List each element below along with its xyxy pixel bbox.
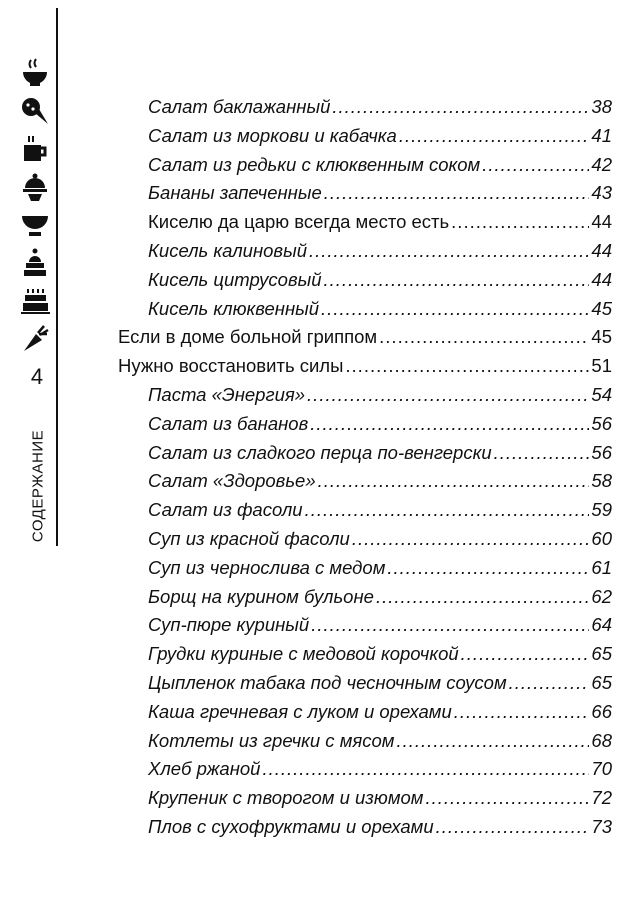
toc-entry-title: Борщ на курином бульоне xyxy=(148,585,374,607)
toc-entry-title: Салат «Здоровье» xyxy=(148,470,316,492)
toc-entry-page: 72 xyxy=(591,787,612,809)
toc-entry-page: 51 xyxy=(591,355,612,377)
toc-leader-dots xyxy=(387,554,589,583)
toc-entry-page: 65 xyxy=(591,643,612,665)
toc-entry xyxy=(118,208,612,237)
toc-entry-title: Бананы запеченные xyxy=(148,182,322,204)
toc-entry-title: Суп-пюре куриный xyxy=(148,614,310,636)
toc-entry xyxy=(118,640,612,669)
ice-cream-cone-icon xyxy=(20,96,50,126)
toc-entry-page: 68 xyxy=(591,729,612,751)
toc-leader-dots xyxy=(324,266,590,295)
toc-entry-title: Хлеб ржаной xyxy=(148,758,261,780)
toc-entry xyxy=(118,813,612,842)
toc-entry-title: Салат из моркови и кабачка xyxy=(148,124,397,146)
toc-entry-page: 65 xyxy=(591,671,612,693)
toc-leader-dots xyxy=(425,784,589,813)
toc-entry-page: 43 xyxy=(591,182,612,204)
toc-entry-title: Салат из сладкого перца по-венгерски xyxy=(148,441,492,463)
toc-entry-title: Салат из редьки с клюквенным соком xyxy=(148,153,481,175)
toc-entry xyxy=(118,467,612,496)
toc-leader-dots xyxy=(309,237,589,266)
toc-entry-page: 59 xyxy=(591,499,612,521)
toc-entry-title: Салат из фасоли xyxy=(148,499,303,521)
toc-entry-page: 44 xyxy=(591,239,612,261)
toc-entry xyxy=(118,669,612,698)
toc-entry-page: 64 xyxy=(591,614,612,636)
toc-entry xyxy=(118,381,612,410)
toc-entry xyxy=(118,784,612,813)
toc-leader-dots xyxy=(399,122,590,151)
toc-entry-page: 56 xyxy=(591,441,612,463)
toc-entry-title: Паста «Энергия» xyxy=(148,383,306,405)
toc-entry-title: Каша гречневая с луком и орехами xyxy=(148,700,452,722)
toc-leader-dots xyxy=(482,151,589,180)
toc-entry-title: Салат баклажанный xyxy=(148,96,331,117)
toc-leader-dots xyxy=(324,179,590,208)
toc-entry-page: 70 xyxy=(591,758,612,780)
toc-entry xyxy=(118,151,612,180)
birthday-cake-icon xyxy=(20,286,50,316)
toc-entry xyxy=(118,295,612,324)
toc-leader-dots xyxy=(311,611,589,640)
toc-entry-title: Кисель клюквенный xyxy=(148,297,320,319)
toc-entry-page: 45 xyxy=(591,297,612,319)
toc-leader-dots xyxy=(379,323,589,352)
toc-leader-dots xyxy=(436,813,590,842)
toc-entry-page: 60 xyxy=(591,527,612,549)
toc-entry-title: Грудки куриные с медовой корочкой xyxy=(148,643,459,665)
page-number: 4 xyxy=(30,364,44,389)
toc-entry-page: 73 xyxy=(591,815,612,837)
toc-entry-title: Кисель цитрусовый xyxy=(148,268,322,290)
section-label: СОДЕРЖАНИЕ xyxy=(29,429,47,543)
toc-leader-dots xyxy=(494,439,590,468)
steaming-bowl-icon xyxy=(20,58,50,88)
toc-leader-dots xyxy=(352,525,590,554)
toc-entry-page: 41 xyxy=(591,124,612,146)
toc-entry-title: Крупеник с творогом и изюмом xyxy=(148,787,424,809)
toc-entry-title: Цыпленок табака под чесночным соусом xyxy=(148,671,507,693)
toc-entry xyxy=(118,611,612,640)
toc-entry-title: Салат из бананов xyxy=(148,412,309,434)
toc-leader-dots xyxy=(310,410,589,439)
toc-entry xyxy=(118,410,612,439)
toc-entry xyxy=(118,237,612,266)
toc-leader-dots xyxy=(307,381,589,410)
toc-entry xyxy=(118,439,612,468)
toc-entry-page: 62 xyxy=(591,585,612,607)
toc-entry-page: 61 xyxy=(591,556,612,578)
toc-entry xyxy=(118,122,612,151)
toc-entry xyxy=(118,554,612,583)
toc-entry-page: 44 xyxy=(591,211,612,233)
toc-leader-dots xyxy=(305,496,590,525)
toc-entry xyxy=(118,179,612,208)
toc-leader-dots xyxy=(396,727,589,756)
toc-entry xyxy=(118,698,612,727)
toc-entry xyxy=(118,93,612,122)
toc-leader-dots xyxy=(332,93,589,122)
toc-entry xyxy=(118,525,612,554)
toc-entry xyxy=(118,755,612,784)
toc-leader-dots xyxy=(461,640,590,669)
toc-entry-page: 58 xyxy=(591,470,612,492)
toc-entry-page: 54 xyxy=(591,383,612,405)
steaming-cup-icon xyxy=(20,134,50,164)
toc-entry-title: Котлеты из гречки с мясом xyxy=(148,729,395,751)
toc-leader-dots xyxy=(318,467,590,496)
sidebar-icons xyxy=(20,58,52,362)
toc-leader-dots xyxy=(509,669,590,698)
toc-leader-dots xyxy=(451,208,589,237)
toc-leader-dots xyxy=(321,295,589,324)
toc-entry xyxy=(118,583,612,612)
toc-entry xyxy=(118,496,612,525)
toc-entry xyxy=(118,266,612,295)
toc-entry-title: Суп из чернослива с медом xyxy=(148,556,386,578)
toc-leader-dots xyxy=(376,583,589,612)
toc-entry-title: Нужно восстановить силы xyxy=(118,355,344,377)
toc-leader-dots xyxy=(454,698,590,727)
toc-leader-dots xyxy=(262,755,589,784)
toc-entry xyxy=(118,352,612,381)
toc-entry-page: 56 xyxy=(591,412,612,434)
toc-entry-title: Киселю да царю всегда место есть xyxy=(148,211,450,233)
margin-rule xyxy=(56,8,58,546)
toc-entry-title: Кисель калиновый xyxy=(148,239,307,261)
toc-entry-title: Если в доме больной гриппом xyxy=(118,326,378,348)
toc-entry-page: 44 xyxy=(591,268,612,290)
toc-entry-page: 66 xyxy=(591,700,612,722)
toc-entry-page: 38 xyxy=(591,96,612,117)
layered-cake-icon xyxy=(20,248,50,278)
toc-leader-dots xyxy=(345,352,589,381)
bowl-icon xyxy=(20,210,50,240)
toc-entry xyxy=(118,323,612,352)
toc-entry xyxy=(118,727,612,756)
toc-entry-page: 42 xyxy=(591,153,612,175)
toc-entry-title: Плов с сухофруктами и орехами xyxy=(148,815,434,837)
toc-entry-title: Суп из красной фасоли xyxy=(148,527,350,549)
toc-entry-page: 45 xyxy=(591,326,612,348)
cupcake-icon xyxy=(20,172,50,202)
table-of-contents xyxy=(118,93,612,842)
carrot-icon xyxy=(20,324,50,354)
